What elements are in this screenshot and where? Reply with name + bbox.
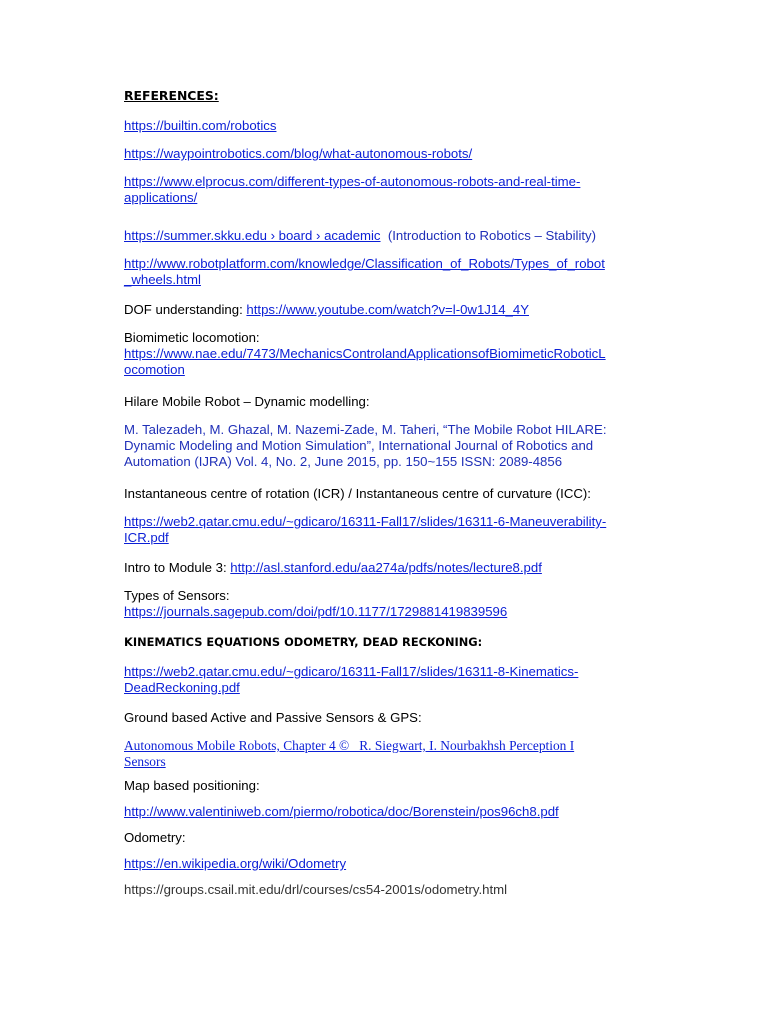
reference-item <box>124 330 606 378</box>
link-builtin[interactable]: https://builtin.com/robotics <box>124 118 277 133</box>
reference-item <box>124 882 507 898</box>
hilare-citation-line-2: Dynamic Modeling and Motion Simulation”, International Journal of Robotics and <box>124 438 594 453</box>
link-borenstein[interactable]: http://www.valentiniweb.com/piermo/robotica/doc/Borenstein/pos96ch8.pdf <box>124 804 559 819</box>
link-icr-line-1: https://web2.qatar.cmu.edu/~gdicaro/16311-Fall17/slides/16311-6-Maneuverability- <box>124 514 607 529</box>
link-biomimetic-line-1: https://www.nae.edu/7473/MechanicsControlandApplicationsofBiomimeticRoboticL <box>124 346 606 361</box>
reference-item <box>124 804 559 820</box>
reference-item <box>124 174 580 206</box>
icr-label: Instantaneous centre of rotation (ICR) / Instantaneous centre of curvature (ICC): <box>124 486 591 501</box>
reference-item <box>124 118 276 134</box>
reference-item <box>124 146 472 162</box>
reference-item <box>124 394 370 410</box>
link-siegwart[interactable] <box>124 738 574 769</box>
link-elprocus-line-1: https://www.elprocus.com/different-types-of-autonomous-robots-and-real-time- <box>124 174 581 189</box>
biomimetic-label: Biomimetic locomotion: <box>124 330 260 345</box>
link-siegwart-line-1: Autonomous Mobile Robots, Chapter 4 © R. Siegwart, I. Nourbakhsh Perception I <box>124 738 575 753</box>
link-elprocus[interactable] <box>124 174 580 205</box>
reference-item <box>124 738 574 770</box>
reference-item <box>124 710 422 726</box>
link-dof-youtube[interactable]: https://www.youtube.com/watch?v=l-0w1J14_4Y <box>246 302 529 317</box>
link-sensors[interactable]: https://journals.sagepub.com/doi/pdf/10.1177/1729881419839596 <box>124 604 508 619</box>
link-csail-odometry[interactable]: https://groups.csail.mit.edu/drl/courses/cs54-2001s/odometry.html <box>124 882 508 897</box>
link-skku[interactable]: https://summer.skku.edu › board › academic <box>124 228 381 243</box>
link-kinematics-line-2: DeadReckoning.pdf <box>124 680 240 695</box>
reference-item <box>124 514 606 546</box>
reference-item <box>124 302 529 318</box>
reference-item <box>124 486 591 502</box>
link-siegwart-line-2: Sensors <box>124 754 166 769</box>
hilare-label: Hilare Mobile Robot – Dynamic modelling: <box>124 394 370 409</box>
references-heading: REFERENCES: <box>124 88 219 103</box>
link-icr-line-2: ICR.pdf <box>124 530 169 545</box>
link-kinematics-line-1: https://web2.qatar.cmu.edu/~gdicaro/16311-Fall17/slides/16311-8-Kinematics- <box>124 664 579 679</box>
link-biomimetic[interactable] <box>124 346 606 377</box>
skku-note: (Introduction to Robotics – Stability) <box>387 228 597 243</box>
ground-sensors-label: Ground based Active and Passive Sensors & GPS: <box>124 710 422 725</box>
link-waypointrobotics[interactable]: https://waypointrobotics.com/blog/what-autonomous-robots/ <box>124 146 473 161</box>
reference-item <box>124 228 596 244</box>
link-wikipedia-odometry[interactable]: https://en.wikipedia.org/wiki/Odometry <box>124 856 347 871</box>
kinematics-heading: KINEMATICS EQUATIONS ODOMETRY, DEAD RECKONING: <box>124 635 483 649</box>
hilare-citation-line-1: M. Talezadeh, M. Ghazal, M. Nazemi-Zade, M. Taheri, “The Mobile Robot HILARE: <box>124 422 607 437</box>
link-elprocus-line-2: applications/ <box>124 190 198 205</box>
dof-label: DOF understanding: <box>124 302 247 317</box>
link-robotplatform[interactable] <box>124 256 605 287</box>
reference-item <box>124 664 578 696</box>
hilare-citation-line-3: Automation (IJRA) Vol. 4, No. 2, June 2015, pp. 150~155 ISSN: 2089-4856 <box>124 454 563 469</box>
link-icr[interactable] <box>124 514 606 545</box>
module3-label: Intro to Module 3: <box>124 560 231 575</box>
reference-item <box>124 560 542 576</box>
reference-item <box>124 830 186 846</box>
map-positioning-label: Map based positioning: <box>124 778 260 793</box>
reference-item <box>124 778 260 794</box>
link-module3[interactable]: http://asl.stanford.edu/aa274a/pdfs/notes/lecture8.pdf <box>230 560 542 575</box>
link-robotplatform-line-1: http://www.robotplatform.com/knowledge/Classification_of_Robots/Types_of_robot <box>124 256 605 271</box>
link-kinematics[interactable] <box>124 664 578 695</box>
link-robotplatform-line-2: _wheels.html <box>124 272 201 287</box>
link-biomimetic-line-2: ocomotion <box>124 362 185 377</box>
sensors-label: Types of Sensors: <box>124 588 230 603</box>
hilare-citation <box>124 422 607 470</box>
reference-item <box>124 256 605 288</box>
reference-item <box>124 588 507 620</box>
reference-item <box>124 856 346 872</box>
odometry-label: Odometry: <box>124 830 186 845</box>
